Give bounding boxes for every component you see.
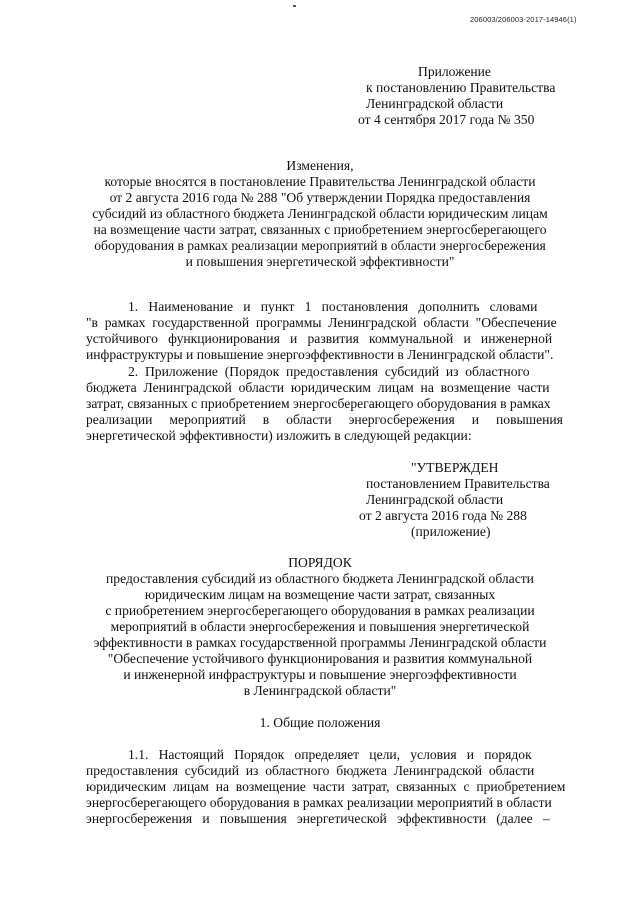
changes-title-line-7: и повышения энергетической эффективности" — [185, 254, 455, 269]
appendix-line-1: Приложение — [418, 64, 491, 79]
changes-title-line-3: от 2 августа 2016 года № 288 "Об утверждении Порядка предоставления — [109, 190, 531, 205]
approved-line-5: (приложение) — [411, 524, 491, 539]
item2-line-1: 2. Приложение (Порядок предоставления субсидий из областного — [128, 364, 530, 379]
changes-title-line-1: Изменения, — [286, 158, 354, 173]
item11-line-4: энергосберегающего оборудования в рамках реализации мероприятий в области — [86, 795, 552, 810]
item1-line-3: устойчивого функционирования и развития коммунальной и инженерной — [86, 331, 553, 346]
changes-title-line-2: которые вносятся в постановление Правительства Ленинградской области — [104, 174, 536, 189]
approved-line-3: Ленинградской области — [366, 492, 504, 507]
order-title-line-7: "Обеспечение устойчивого функционирования и развития коммунальной — [107, 651, 533, 666]
order-title-line-5: мероприятий в области энергосбережения и повышения энергетической — [110, 619, 530, 634]
item11-line-1: 1.1. Настоящий Порядок определяет цели, условия и порядок — [128, 747, 532, 762]
approved-line-2: постановлением Правительства — [366, 476, 550, 491]
item2-line-5: энергетической эффективности) изложить в следующей редакции: — [86, 428, 472, 443]
order-title-line-1: ПОРЯДОК — [288, 555, 352, 570]
changes-title-line-4: субсидий из областного бюджета Ленинградской области юридическим лицам — [92, 206, 548, 221]
changes-title-line-5: на возмещение части затрат, связанных с приобретением энергосберегающего — [93, 222, 547, 237]
item1-line-1: 1. Наименование и пункт 1 постановления дополнить словами — [128, 299, 538, 314]
item1-line-2: "в рамках государственной программы Ленинградской области "Обеспечение — [86, 315, 557, 330]
order-title-line-3: юридическим лицам на возмещение части затрат, связанных — [144, 587, 496, 602]
document-id: 206003/206003-2017-14946(1) — [470, 15, 577, 24]
item11-line-2: предоставления субсидий из областного бюджета Ленинградской области — [86, 763, 535, 778]
item11-line-3: юридическим лицам на возмещение части затрат, связанных с приобретением — [86, 779, 566, 794]
item2-line-2: бюджета Ленинградской области юридическим лицам на возмещение части — [86, 380, 550, 395]
order-title-line-6: эффективности в рамках государственной программы Ленинградской области — [93, 635, 547, 650]
approved-line-1: "УТВЕРЖДЕН — [411, 460, 499, 475]
order-title-line-8: и инженерной инфраструктуры и повышение энергоэффективности — [123, 667, 517, 682]
scan-mark — [293, 5, 296, 7]
item2-line-3: затрат, связанных с приобретением энергосберегающего оборудования в рамках — [86, 396, 551, 411]
item2-line-4: реализации мероприятий в области энергосбережения и повышения — [86, 412, 563, 427]
order-title-line-9: в Ленинградской области" — [243, 683, 397, 698]
appendix-line-4: от 4 сентября 2017 года № 350 — [358, 112, 535, 127]
order-title-line-4: с приобретением энергосберегающего оборудования в рамках реализации — [105, 603, 535, 618]
item11-line-5: энергосбережения и повышения энергетической эффективности (далее – — [86, 811, 550, 826]
appendix-line-2: к постановлению Правительства — [366, 80, 556, 95]
approved-line-4: от 2 августа 2016 года № 288 — [359, 508, 527, 523]
order-title-line-2: предоставления субсидий из областного бюджета Ленинградской области — [106, 571, 534, 586]
appendix-line-3: Ленинградской области — [366, 96, 504, 111]
changes-title-line-6: оборудования в рамках реализации мероприятий в области энергосбережения — [94, 238, 546, 253]
section-1-heading: 1. Общие положения — [259, 715, 381, 730]
item1-line-4: инфраструктуры и повышение энергоэффективности в Ленинградской области". — [86, 347, 554, 362]
